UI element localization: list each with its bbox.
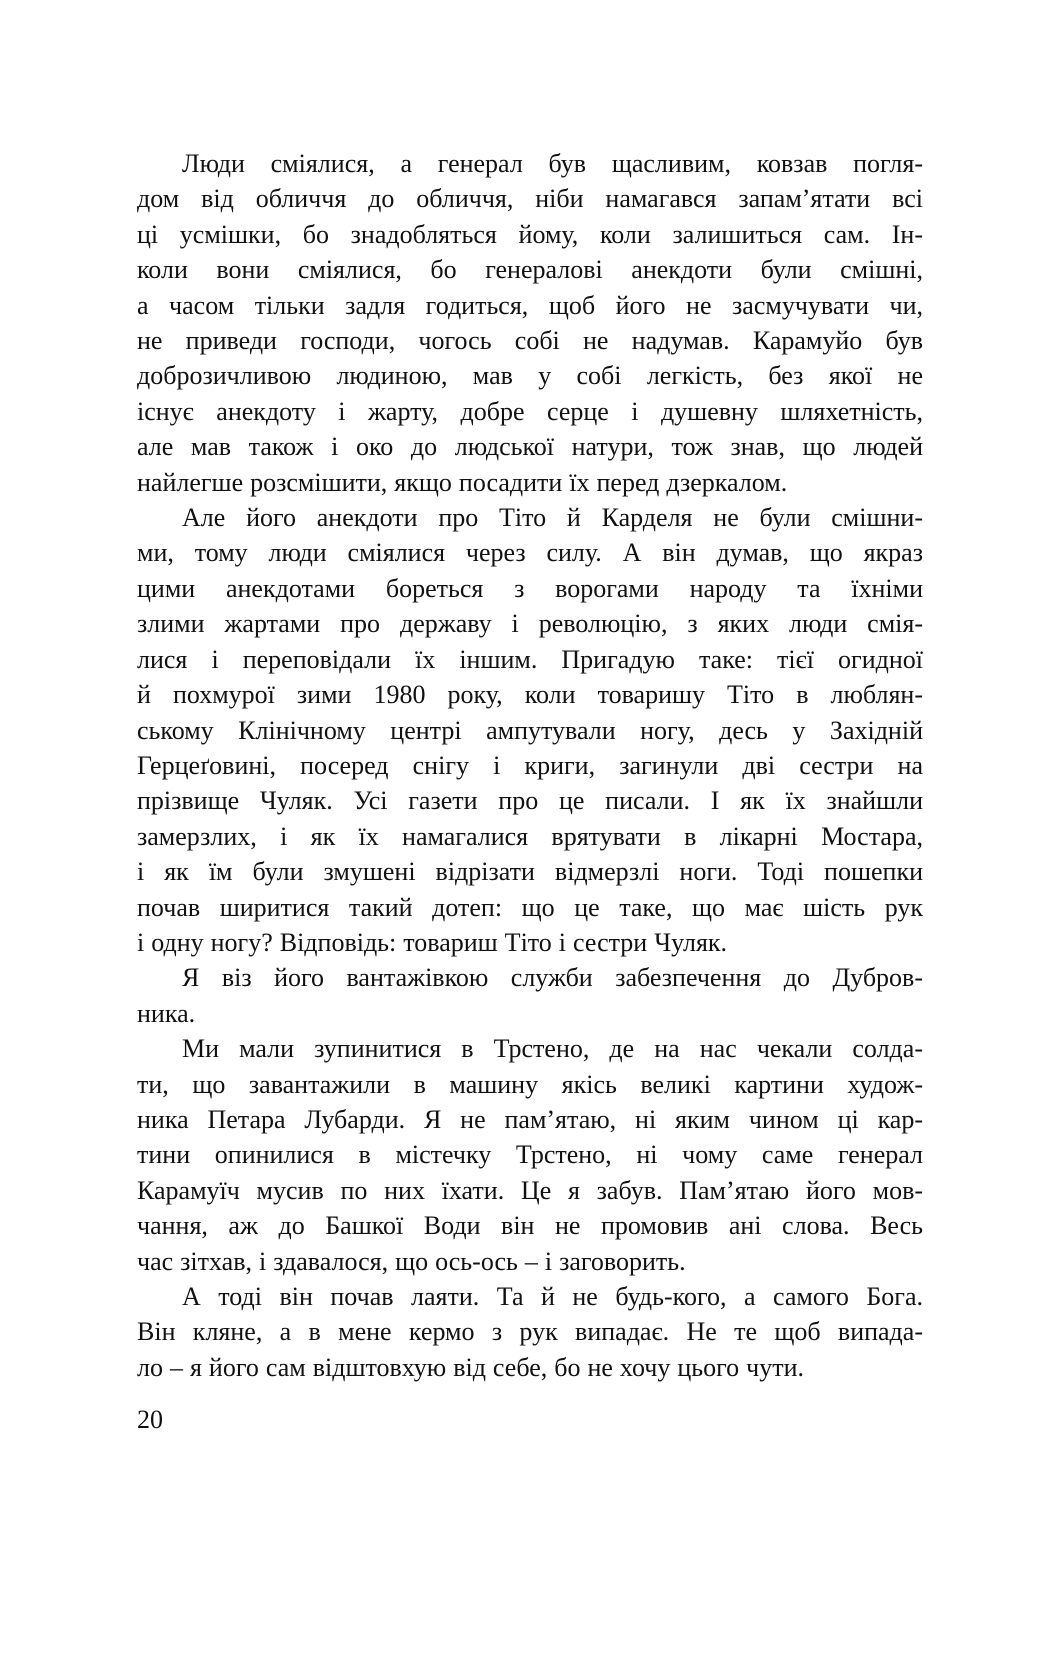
text-line: чання, аж до Башкої Води він не промовив ані слова. Весь: [137, 1211, 923, 1241]
text-line: час зітхав, і здавалося, що ось-ось – і заговорить.: [137, 1246, 686, 1276]
text-line: Я віз його вантажівкою служби забезпечення до Дубров-: [182, 963, 923, 993]
text-line: Люди сміялися, а генерал був щасливим, ковзав погля-: [182, 149, 923, 178]
text-line: ника.: [137, 998, 196, 1028]
text-line: тини опинилися в містечку Трстено, ні чому саме генерал: [137, 1140, 923, 1170]
text-line: і одну ногу? Відповідь: товариш Тіто і сестри Чуляк.: [137, 927, 728, 957]
text-line: й похмурої зими 1980 року, коли товаришу Тіто в люблян-: [137, 680, 923, 710]
text-line: Він кляне, а в мене кермо з рук випадає. Не те щоб випада-: [137, 1317, 923, 1347]
text-line: існує анекдоту і жарту, добре серце і душевну шляхетність,: [137, 396, 923, 426]
text-line: Герцеґовині, посеред снігу і криги, загинули дві сестри на: [137, 750, 923, 780]
paragraph: [137, 1031, 923, 1279]
paragraph: [137, 146, 923, 500]
text-line: замерзлих, і як їх намагалися врятувати в лікарні Мостара,: [137, 821, 923, 851]
page-number: 20: [137, 1405, 163, 1434]
text-line: не приведи господи, чогось собі не надумав. Карамуйо був: [137, 326, 923, 356]
paragraph: [137, 960, 923, 1031]
text-line: почав ширитися такий дотеп: що це таке, що має шість рук: [137, 892, 923, 922]
text-line: і як їм були змушені відрізати відмерзлі ноги. Тоді пошепки: [137, 857, 923, 887]
paragraph: [137, 1279, 923, 1385]
text-line: але мав також і око до людської натури, тож знав, що людей: [137, 432, 923, 462]
text-line: дом від обличчя до обличчя, ніби намагався запам’ятати всі: [137, 184, 923, 214]
text-line: Але його анекдоти про Тіто й Карделя не були смішни-: [182, 503, 923, 533]
text-line: а часом тільки задля годиться, щоб його не засмучувати чи,: [137, 290, 923, 320]
text-line: найлегше розсмішити, якщо посадити їх перед дзеркалом.: [137, 467, 788, 497]
page-text: [137, 146, 923, 1385]
text-line: Карамуїч мусив по них їхати. Це я забув. Пам’ятаю його мов-: [137, 1175, 923, 1205]
text-line: ло – я його сам відштовхую від себе, бо не хочу цього чути.: [137, 1352, 804, 1382]
paragraph: [137, 500, 923, 960]
text-line: ми, тому люди сміялися через силу. А він думав, що якраз: [137, 538, 923, 568]
text-line: ці усмішки, бо знадобляться йому, коли залишиться сам. Ін-: [137, 219, 923, 249]
text-line: Ми мали зупинитися в Трстено, де на нас чекали солда-: [182, 1034, 923, 1064]
text-line: цими анекдотами бореться з ворогами народу та їхніми: [137, 573, 923, 603]
text-line: злими жартами про державу і революцію, з яких люди смія-: [137, 609, 923, 639]
text-line: А тоді він почав лаяти. Та й не будь-кого, а самого Бога.: [182, 1282, 923, 1311]
text-line: прізвище Чуляк. Усі газети про це писали. І як їх знайшли: [137, 786, 923, 816]
text-line: ти, що завантажили в машину якісь великі картини худож-: [137, 1069, 923, 1099]
text-line: ському Клінічному центрі ампутували ногу, десь у Західній: [137, 715, 923, 745]
text-line: лися і переповідали їх іншим. Пригадую таке: тієї огидної: [137, 644, 923, 674]
text-line: ника Петара Лубарди. Я не пам’ятаю, ні яким чином ці кар-: [137, 1104, 923, 1134]
text-line: доброзичливою людиною, мав у собі легкість, без якої не: [137, 361, 923, 391]
text-line: коли вони сміялися, бо генералові анекдоти були смішні,: [137, 255, 923, 285]
